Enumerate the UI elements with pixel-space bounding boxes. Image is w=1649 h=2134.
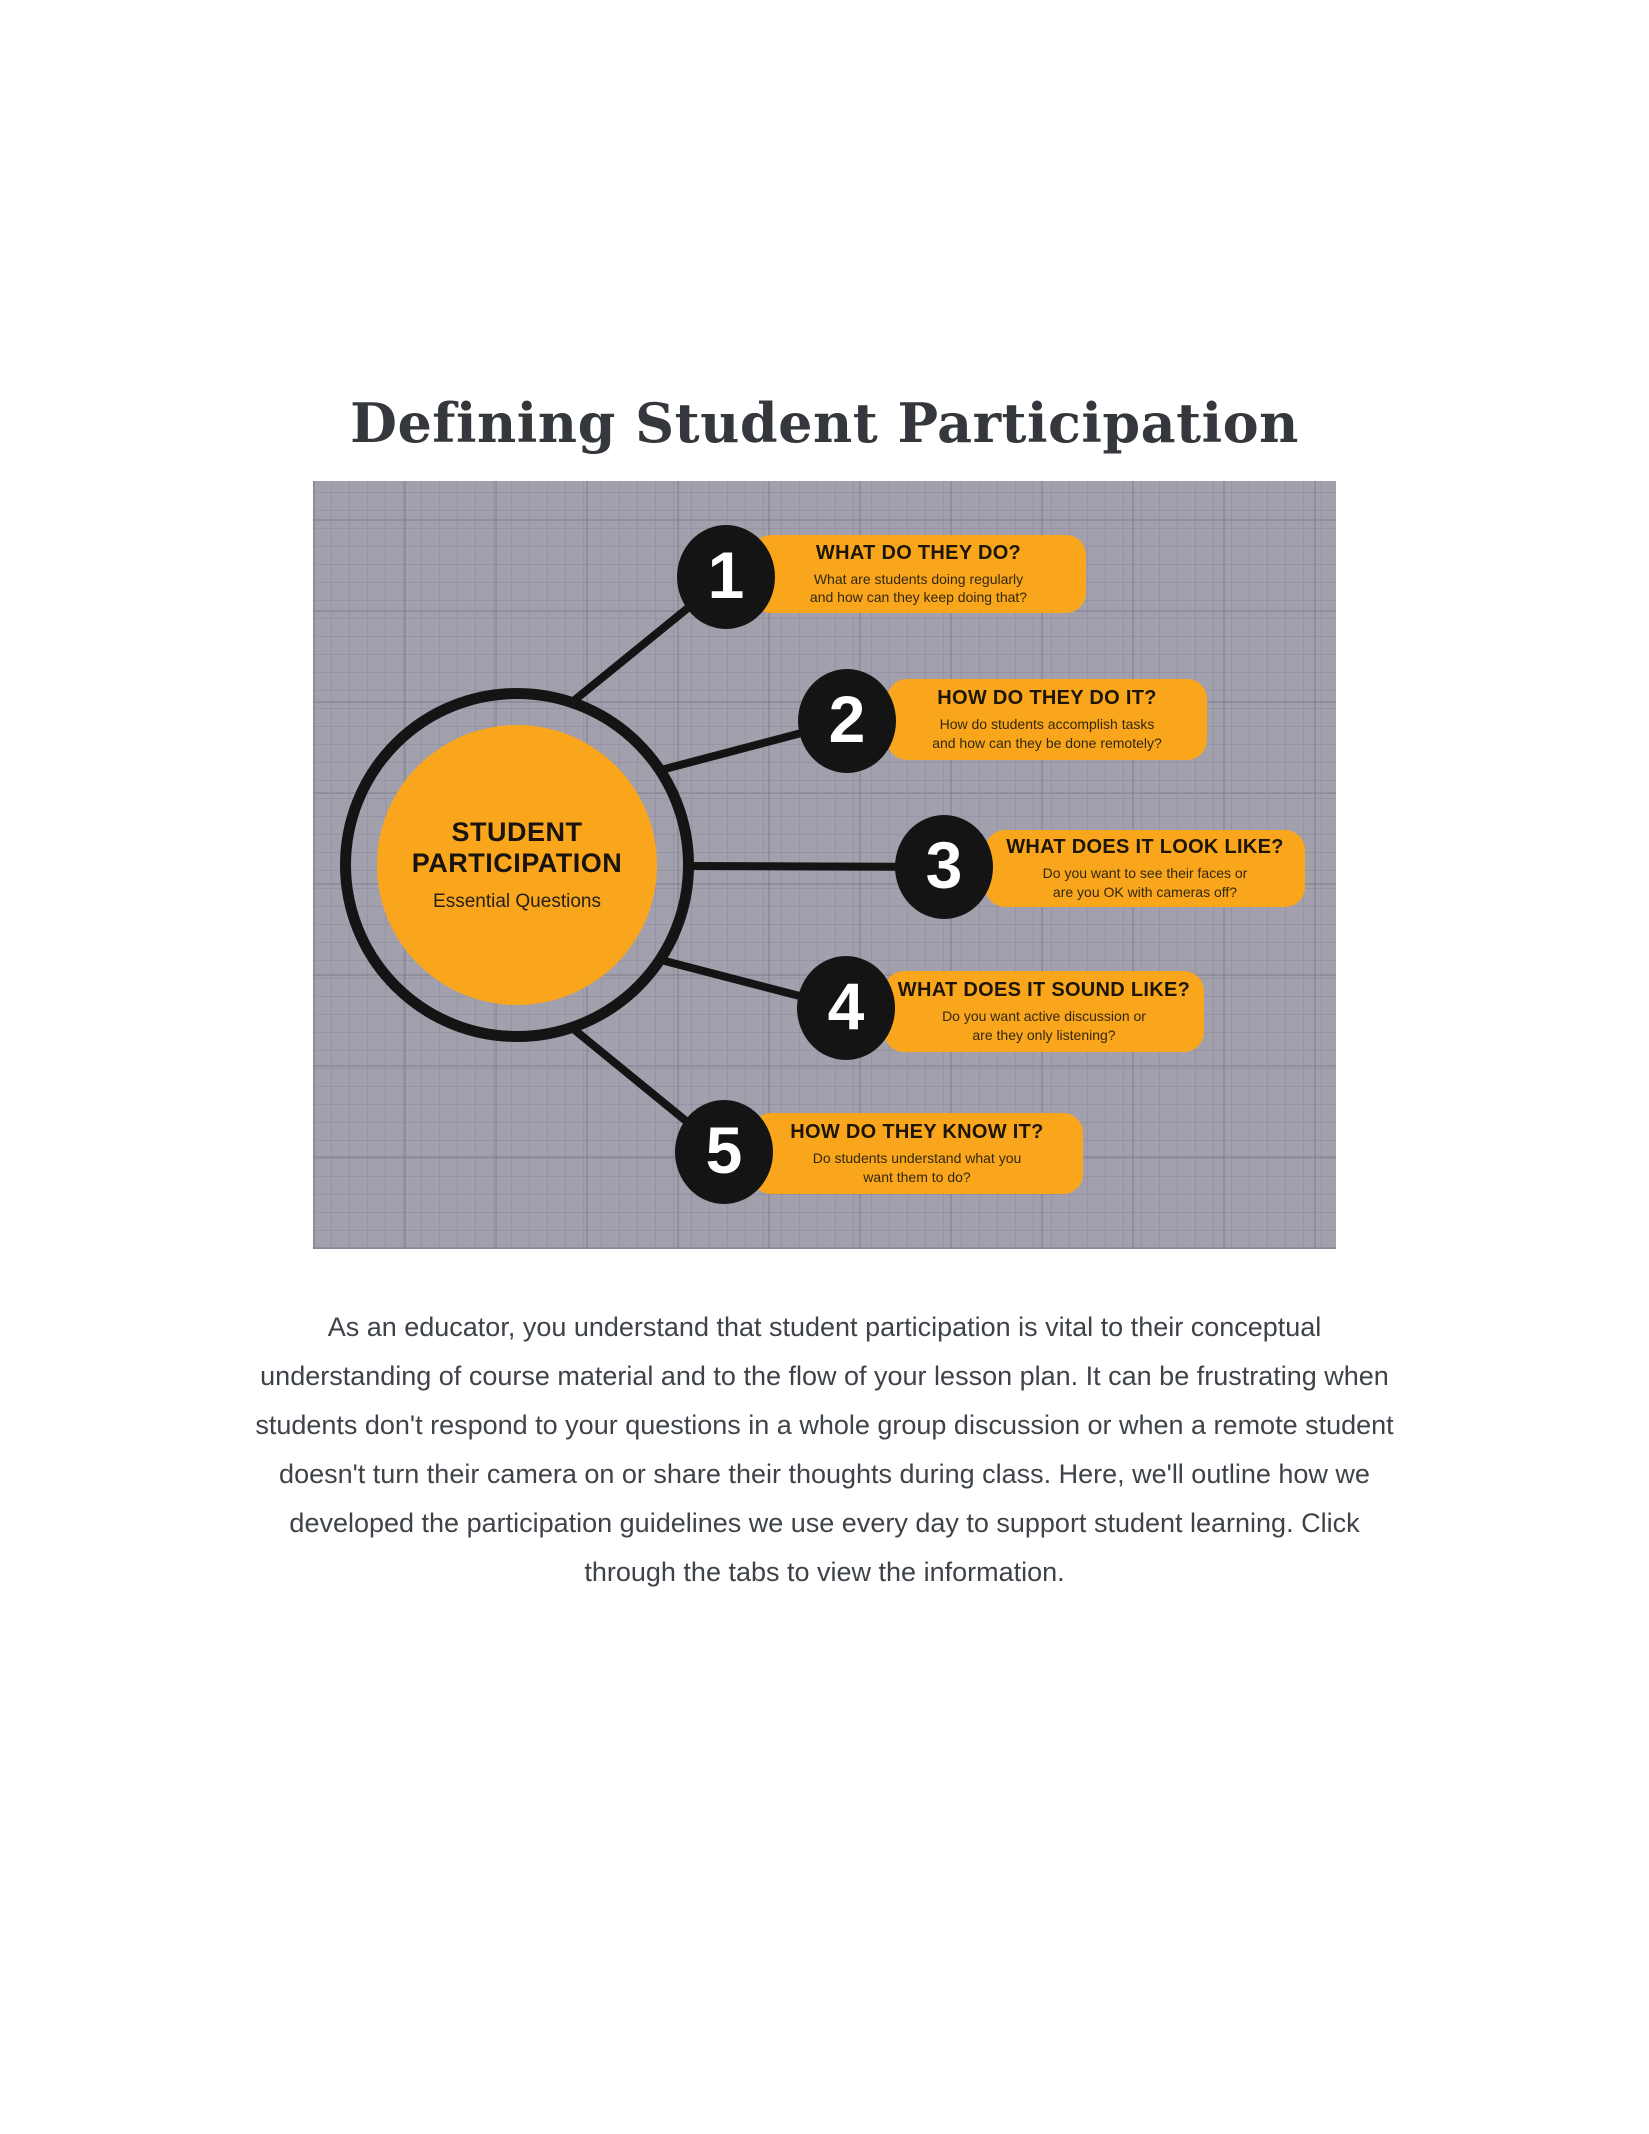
item-2-heading: HOW DO THEY DO IT? (937, 687, 1157, 710)
item-1-sub-line1: What are students doing regularly (813, 570, 1024, 587)
item-3-number: 3 (925, 828, 963, 902)
item-4-number-circle (797, 956, 895, 1060)
intro-paragraph-line: doesn't turn their camera on or share their thoughts during class. Here, we'll outline how we (279, 1459, 1370, 1489)
item-4-sub-line2: are they only listening? (972, 1026, 1116, 1043)
intro-paragraph-line: understanding of course material and to the flow of your lesson plan. It can be frustrating when (260, 1361, 1389, 1391)
item-4-number: 4 (827, 969, 865, 1043)
item-1-number-circle (677, 525, 775, 629)
item-5-sub-line1: Do students understand what you (812, 1150, 1022, 1167)
participation-infographic-panel (313, 481, 1336, 1249)
item-1-number: 1 (707, 538, 745, 612)
item-3-sub-line1: Do you want to see their faces or (1042, 865, 1248, 882)
hub-subtitle: Essential Questions (433, 890, 601, 912)
page-title: Defining Student Participation (350, 391, 1299, 455)
item-5-number: 5 (705, 1113, 743, 1187)
intro-paragraph-line: through the tabs to view the information. (584, 1557, 1065, 1587)
item-2-sub-line1: How do students accomplish tasks (939, 716, 1155, 733)
item-5-card (751, 1113, 1083, 1194)
item-2-number-circle (798, 669, 896, 773)
hub-title-line2: PARTICIPATION (411, 847, 623, 878)
item-4-card (884, 971, 1204, 1052)
item-2-card (887, 679, 1207, 760)
item-5-number-circle (675, 1100, 773, 1204)
item-3-sub-line2: are you OK with cameras off? (1052, 883, 1238, 900)
item-5-heading: HOW DO THEY KNOW IT? (790, 1121, 1044, 1144)
item-1-card (751, 535, 1086, 613)
item-1-heading: WHAT DO THEY DO? (815, 541, 1022, 564)
item-5-sub-line2: want them to do? (863, 1168, 971, 1185)
item-4-sub-line1: Do you want active discussion or (942, 1008, 1146, 1025)
intro-paragraph (0, 1303, 1649, 1597)
item-3-card (985, 830, 1305, 907)
item-3-heading: WHAT DOES IT LOOK LIKE? (1006, 836, 1284, 859)
hub-title-line1: STUDENT (451, 817, 583, 848)
item-3-number-circle (895, 815, 993, 919)
item-4-heading: WHAT DOES IT SOUND LIKE? (897, 979, 1191, 1002)
item-2-sub-line2: and how can they be done remotely? (932, 734, 1162, 751)
intro-paragraph-line: developed the participation guidelines we use every day to support student learning. Click (289, 1508, 1360, 1538)
item-2-number: 2 (828, 682, 866, 756)
item-1-sub-line2: and how can they keep doing that? (809, 589, 1028, 605)
hub-student-participation (377, 725, 657, 1005)
intro-paragraph-line: students don't respond to your questions in a whole group discussion or when a remote student (255, 1410, 1394, 1440)
intro-paragraph-line: As an educator, you understand that student participation is vital to their conceptual (327, 1312, 1322, 1342)
